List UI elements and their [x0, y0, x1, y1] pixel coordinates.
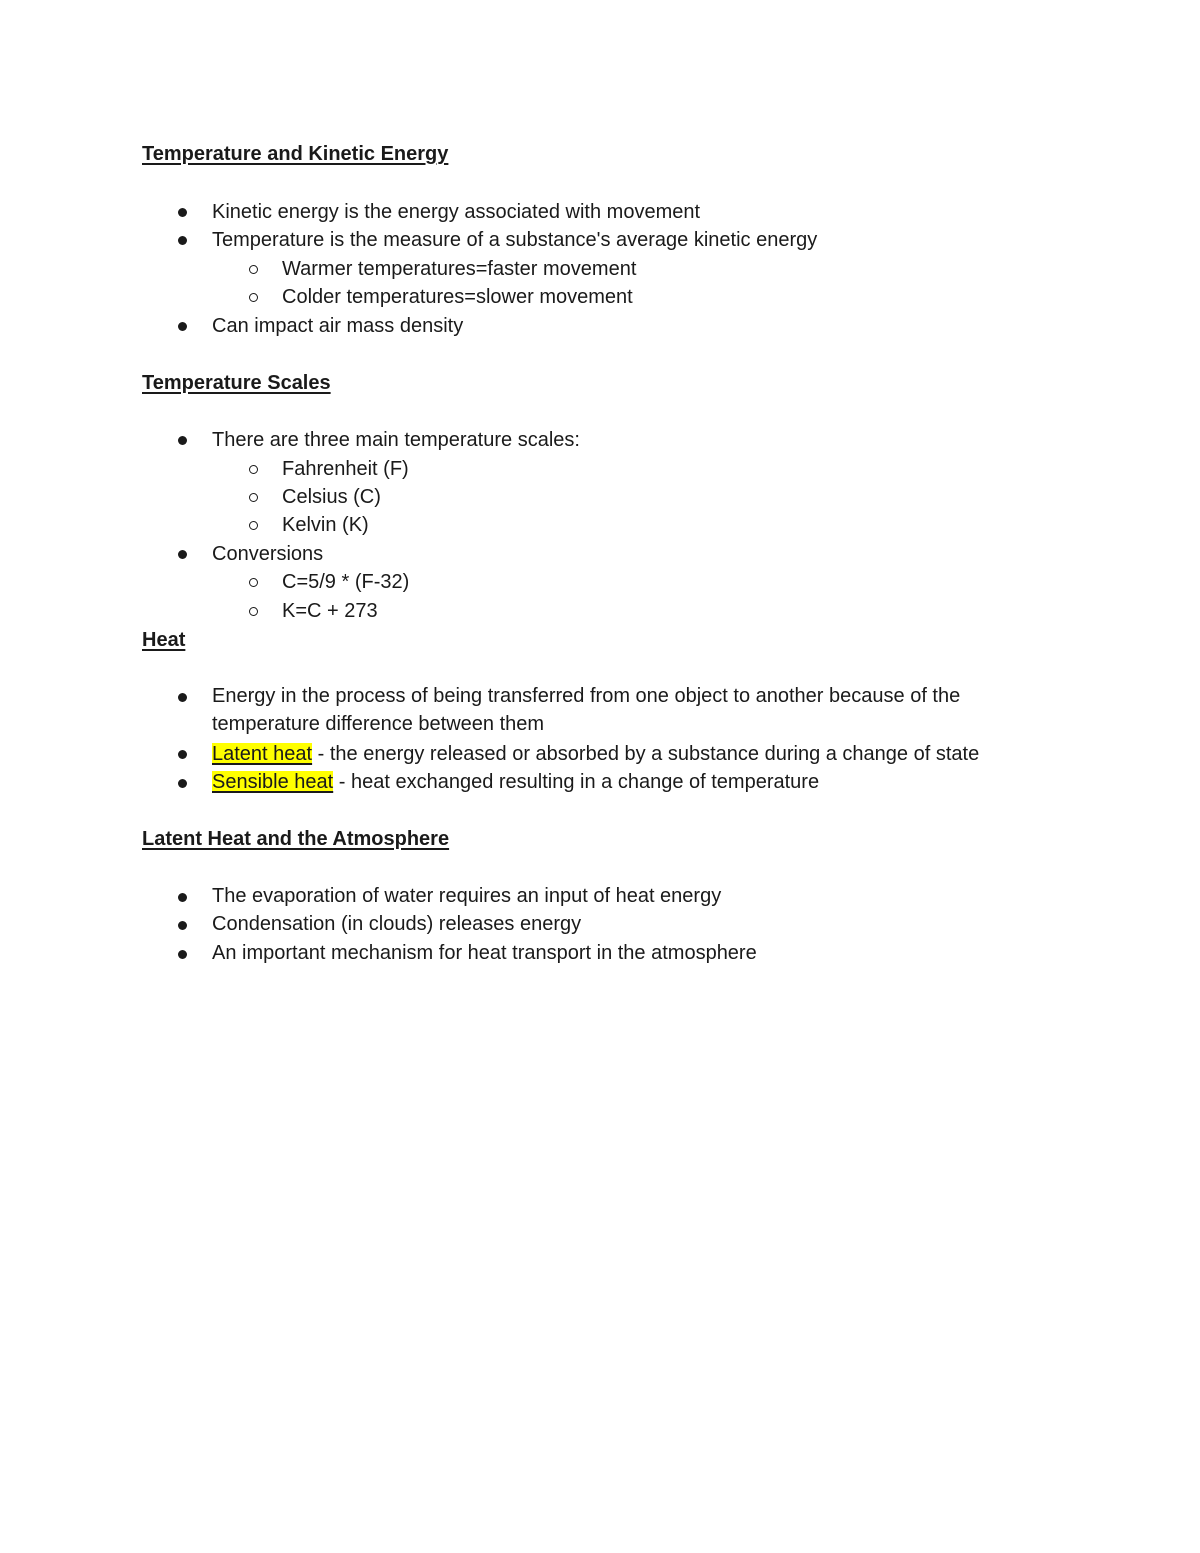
- section-heading-temperature-scales: Temperature Scales: [142, 372, 331, 394]
- bullet-disc: [178, 750, 187, 759]
- list-item: Kinetic energy is the energy associated with movement: [212, 201, 701, 223]
- bullet-disc: [178, 779, 187, 788]
- section-heading-temperature-kinetic-energy: Temperature and Kinetic Energy: [142, 143, 449, 165]
- sub-list-item: Kelvin (K): [282, 514, 369, 536]
- bullet-circle: [249, 607, 258, 616]
- sub-list-item: K=C + 273: [282, 600, 378, 622]
- highlighted-term-latent-heat: Latent heat: [212, 743, 313, 765]
- list-item: Condensation (in clouds) releases energy: [212, 913, 582, 935]
- bullet-circle: [249, 521, 258, 530]
- bullet-circle: [249, 265, 258, 274]
- list-item: Temperature is the measure of a substance's average kinetic energy: [212, 229, 818, 251]
- bullet-disc: [178, 921, 187, 930]
- sub-list-item: Colder temperatures=slower movement: [282, 286, 633, 308]
- list-item-latent-heat: [212, 740, 979, 768]
- sub-list-item: Fahrenheit (F): [282, 458, 409, 480]
- section-heading-latent-heat-atmosphere: Latent Heat and the Atmosphere: [142, 828, 450, 850]
- definition-text: - heat exchanged resulting in a change of temperature: [333, 771, 820, 793]
- list-item: An important mechanism for heat transport in the atmosphere: [212, 942, 757, 964]
- bullet-disc: [178, 550, 187, 559]
- bullet-disc: [178, 436, 187, 445]
- bullet-disc: [178, 322, 187, 331]
- highlighted-term-sensible-heat: Sensible heat: [212, 771, 334, 793]
- bullet-circle: [249, 578, 258, 587]
- sub-list-item: Warmer temperatures=faster movement: [282, 258, 637, 280]
- bullet-circle: [249, 493, 258, 502]
- bullet-disc: [178, 950, 187, 959]
- list-item: There are three main temperature scales:: [212, 429, 580, 451]
- sub-list-item: Celsius (C): [282, 486, 381, 508]
- section-heading-heat: Heat: [142, 629, 186, 651]
- definition-text: - the energy released or absorbed by a substance during a change of state: [312, 743, 980, 765]
- list-item-sensible-heat: [212, 768, 819, 796]
- sub-list-item: C=5/9 * (F-32): [282, 571, 410, 593]
- list-item: Energy in the process of being transferred from one object to another because of the temperature difference between them: [212, 685, 961, 735]
- list-item: The evaporation of water requires an input of heat energy: [212, 885, 722, 907]
- bullet-disc: [178, 208, 187, 217]
- list-item: Conversions: [212, 543, 324, 565]
- bullet-circle: [249, 465, 258, 474]
- bullet-disc: [178, 693, 187, 702]
- bullet-disc: [178, 236, 187, 245]
- list-item: Can impact air mass density: [212, 315, 464, 337]
- bullet-disc: [178, 893, 187, 902]
- bullet-circle: [249, 293, 258, 302]
